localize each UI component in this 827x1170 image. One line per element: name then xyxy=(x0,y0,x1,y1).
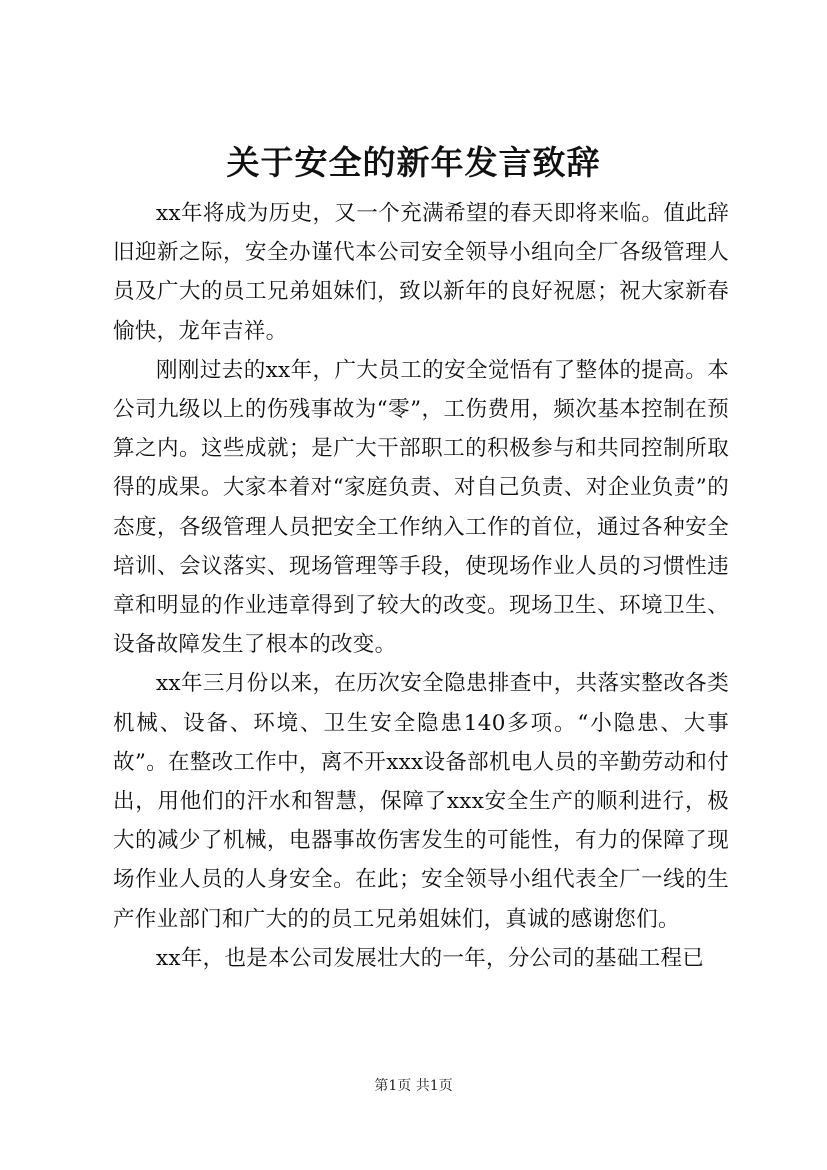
paragraph-1: xx年将成为历史，又一个充满希望的春天即将来临。值此辞旧迎新之际，安全办谨代本公司安全领导小组向全厂各级管理人员及广大的员工兄弟姐妹们，致以新年的良好祝愿；祝大家新春愉快，龙年吉祥。 xyxy=(113,201,729,344)
document-title: 关于安全的新年发言致辞 xyxy=(226,143,601,182)
paragraph-2: 刚刚过去的xx年，广大员工的安全觉悟有了整体的提高。本公司九级以上的伤残事故为“零”，工伤费用，频次基本控制在预算之内。这些成就；是广大干部职工的积极参与和共同控制所取得的成果。大家本着对“家庭负责、对自己负责、对企业负责”的态度，各级管理人员把安全工作纳入工作的首位，通过各种安全培训、会议落实、现场管理等手段，使现场作业人员的习惯性违章和明显的作业违章得到了较大的改变。现场卫生、环境卫生、设备故障发生了根本的改变。 xyxy=(113,357,729,658)
paragraph-4: xx年，也是本公司发展壮大的一年，分公司的基础工程已 xyxy=(156,945,705,971)
page-footer: 第1页 共1页 xyxy=(374,1078,453,1094)
paragraph-3: xx年三月份以来，在历次安全隐患排查中，共落实整改各类机械、设备、环境、卫生安全隐患140多项。“小隐患、大事故”。在整改工作中，离不开xxx设备部机电人员的辛勤劳动和付出，用他们的汗水和智慧，保障了xxx安全生产的顺利进行，极大的减少了机械，电器事故伤害发生的可能性，有力的保障了现场作业人员的人身安全。在此；安全领导小组代表全厂一线的生产作业部门和广大的的员工兄弟姐妹们，真诚的感谢您们。 xyxy=(113,671,730,932)
document-body xyxy=(113,194,729,978)
